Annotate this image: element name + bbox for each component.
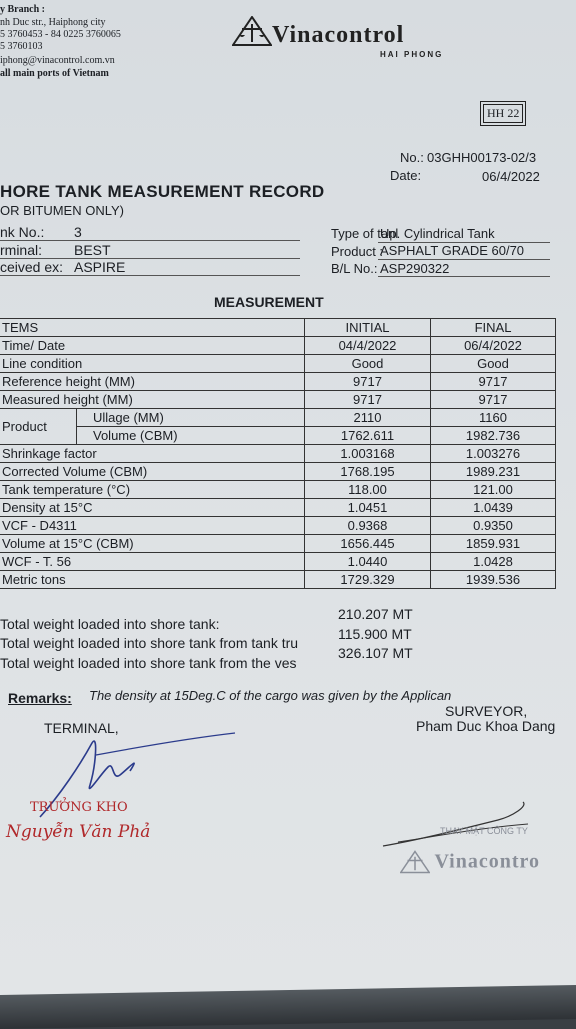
scales-icon — [232, 16, 272, 46]
row-initial: 118.00 — [305, 481, 431, 499]
row-final: 121.00 — [431, 481, 556, 499]
tank-type-label: Type of tanl — [331, 226, 399, 241]
scales-icon — [400, 850, 430, 874]
measurement-table — [0, 318, 556, 589]
received-value: ASPIRE — [74, 259, 126, 275]
row-initial: 1.0440 — [305, 553, 431, 571]
row-initial: 1768.195 — [305, 463, 431, 481]
doc-no-value: 03GHH00173-02/3 — [427, 150, 537, 165]
table-row — [0, 391, 556, 409]
form-code-box — [480, 101, 526, 126]
row-label: Line condition — [0, 355, 305, 373]
logo-subtitle: HAI PHONG — [380, 50, 444, 59]
product-group-label: Product — [0, 409, 77, 445]
header-items: TEMS — [0, 319, 305, 337]
table-row — [0, 409, 556, 427]
row-label: Density at 15°C — [0, 499, 305, 517]
row-initial: 1762.611 — [305, 427, 431, 445]
terminal-stamp-title: TRƯỞNG KHO — [30, 800, 128, 815]
table-row — [0, 499, 556, 517]
total-label-2: Total weight loaded into shore tank from tank tru — [0, 635, 299, 651]
total-value-3: 326.107 MT — [338, 645, 413, 661]
table-header-row — [0, 319, 556, 337]
surveyor-stamp-text: THAY MẶT CÔNG TY — [440, 826, 528, 836]
branch-line-4: 5 3760103 — [0, 41, 43, 52]
terminal-sign-label: TERMINAL, — [44, 720, 119, 736]
product-rule — [378, 259, 550, 260]
row-final: Good — [431, 355, 556, 373]
table-row — [0, 427, 556, 445]
row-final: 1.0428 — [431, 553, 556, 571]
row-label: WCF - T. 56 — [0, 553, 305, 571]
row-initial: 1656.445 — [305, 535, 431, 553]
surveyor-stamp-logo: Vinacontro — [434, 850, 541, 873]
row-label: Reference height (MM) — [0, 373, 305, 391]
form-code: HH 22 — [483, 104, 523, 123]
table-row — [0, 571, 556, 589]
row-final: 1859.931 — [431, 535, 556, 553]
table-row — [0, 517, 556, 535]
received-label: ceived ex: — [0, 259, 64, 275]
row-label: Time/ Date — [0, 337, 305, 355]
total-label-3: Total weight loaded into shore tank from the ves — [0, 655, 297, 671]
bl-value: ASP290322 — [380, 261, 450, 276]
measurement-heading: MEASUREMENT — [214, 294, 324, 310]
row-label: Metric tons — [0, 571, 305, 589]
row-initial: Good — [305, 355, 431, 373]
header-final: FINAL — [431, 319, 556, 337]
header-initial: INITIAL — [305, 319, 431, 337]
branch-line-6: all main ports of Vietnam — [0, 68, 109, 79]
table-row — [0, 553, 556, 571]
vinacontrol-logo — [232, 16, 272, 51]
row-final: 1989.231 — [431, 463, 556, 481]
row-final: 1982.736 — [431, 427, 556, 445]
branch-line-2: nh Duc str., Haiphong city — [0, 17, 106, 28]
row-initial: 04/4/2022 — [305, 337, 431, 355]
remarks-label: Remarks: — [8, 690, 72, 706]
row-initial: 9717 — [305, 373, 431, 391]
row-label: Corrected Volume (CBM) — [0, 463, 305, 481]
row-final: 9717 — [431, 391, 556, 409]
row-initial: 1.0451 — [305, 499, 431, 517]
page-title: HORE TANK MEASUREMENT RECORD — [0, 182, 325, 201]
total-value-1: 210.207 MT — [338, 606, 413, 622]
table-row — [0, 463, 556, 481]
row-initial: 0.9368 — [305, 517, 431, 535]
row-final: 1.0439 — [431, 499, 556, 517]
row-final: 9717 — [431, 373, 556, 391]
row-label: Measured height (MM) — [0, 391, 305, 409]
tank-no-value: 3 — [74, 224, 82, 240]
product-value: ASPHALT GRADE 60/70 — [380, 243, 525, 258]
branch-line-1: y Branch : — [0, 4, 45, 15]
row-label: Volume (CBM) — [77, 427, 305, 445]
table-row — [0, 337, 556, 355]
table-row — [0, 373, 556, 391]
row-initial: 2110 — [305, 409, 431, 427]
total-label-1: Total weight loaded into shore tank: — [0, 616, 220, 632]
table-row — [0, 445, 556, 463]
total-value-2: 115.900 MT — [338, 626, 412, 642]
surveyor-label: SURVEYOR, — [445, 703, 528, 719]
tank-no-rule — [0, 240, 300, 241]
row-label: VCF - D4311 — [0, 517, 305, 535]
surveyor-stamp — [400, 850, 576, 874]
branch-line-3: 5 3760453 - 84 0225 3760065 — [0, 29, 121, 40]
doc-no-label: No.: — [400, 150, 424, 165]
row-initial: 9717 — [305, 391, 431, 409]
table-row — [0, 481, 556, 499]
row-final: 06/4/2022 — [431, 337, 556, 355]
row-label: Shrinkage factor — [0, 445, 305, 463]
bl-label: B/L No.: — [331, 261, 378, 276]
row-initial: 1729.329 — [305, 571, 431, 589]
table-row — [0, 355, 556, 373]
terminal-stamp-name: Nguyễn Văn Phả — [6, 822, 151, 842]
tank-no-label: nk No.: — [0, 224, 45, 240]
terminal-label: rminal: — [0, 242, 43, 258]
logo-text: Vinacontrol — [272, 22, 405, 48]
page-subtitle: OR BITUMEN ONLY) — [0, 203, 124, 218]
doc-date-label: Date: — [390, 168, 422, 183]
remarks-text: The density at 15Deg.C of the cargo was given by the Applican — [89, 688, 452, 703]
row-label: Ullage (MM) — [77, 409, 305, 427]
doc-date-value: 06/4/2022 — [482, 169, 540, 184]
table-row — [0, 535, 556, 553]
product-label: Product : — [331, 244, 384, 259]
terminal-value: BEST — [74, 242, 111, 258]
row-label: Tank temperature (°C) — [0, 481, 305, 499]
row-label: Volume at 15°C (CBM) — [0, 535, 305, 553]
row-final: 0.9350 — [431, 517, 556, 535]
surveyor-name: Pham Duc Khoa Dang — [416, 718, 556, 734]
bl-rule — [378, 276, 550, 277]
tank-type-value: Up. Cylindrical Tank — [380, 226, 495, 241]
received-rule — [0, 275, 300, 276]
row-final: 1160 — [431, 409, 556, 427]
row-final: 1939.536 — [431, 571, 556, 589]
row-initial: 1.003168 — [305, 445, 431, 463]
branch-line-5: iphong@vinacontrol.com.vn — [0, 55, 115, 66]
row-final: 1.003276 — [431, 445, 556, 463]
